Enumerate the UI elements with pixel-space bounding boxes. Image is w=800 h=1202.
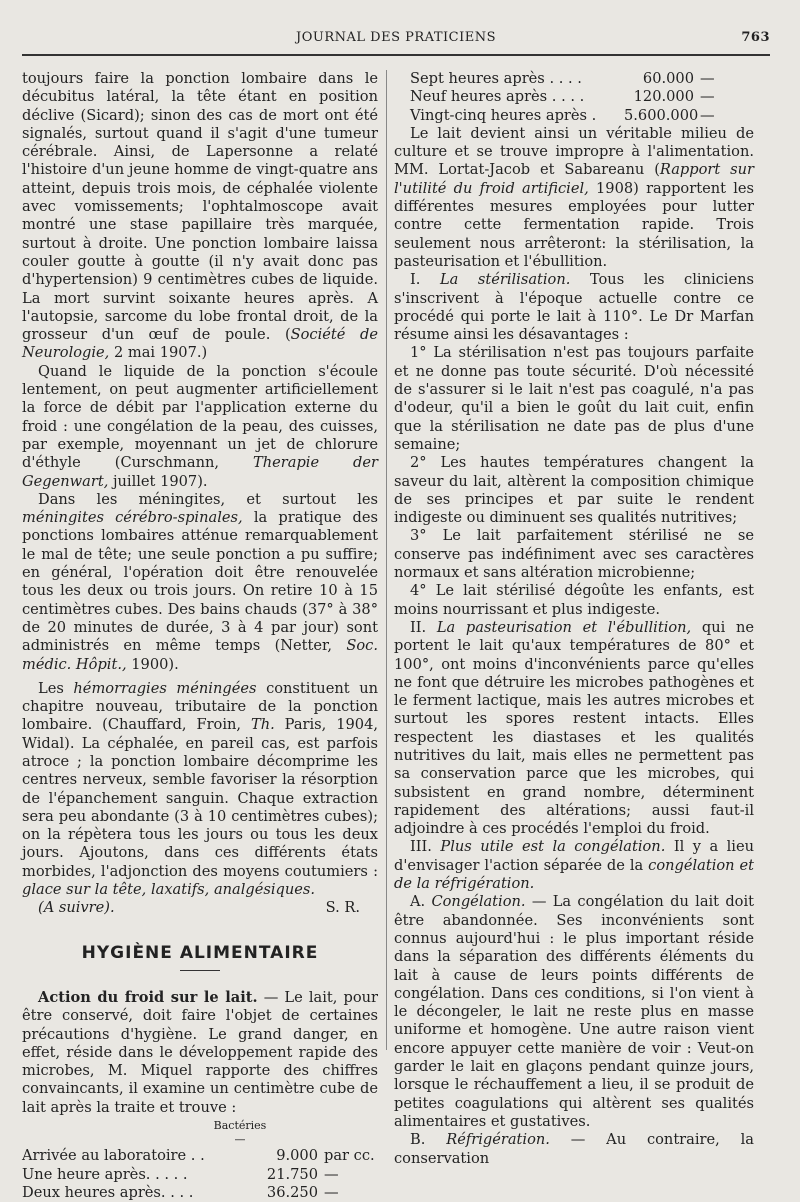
table-row: Neuf heures après . . . . 120.000 —: [410, 88, 715, 106]
article-signoff: [22, 899, 378, 917]
table-row: Arrivée au laboratoire . . 9.000 par cc.: [22, 1147, 375, 1165]
section-rule: [180, 970, 220, 971]
table-row: Deux heures après. . . . 36.250 —: [22, 1183, 339, 1201]
paragraph: A. Congélation. — La congélation du lait doit être abandonnée. Ses inconvénients sont connus aujourd'hui : le plus important réside dans la séparation des différents éléments du lait à cause de leurs points différents de congélation. Dans ces conditions, si l'on vient à le décongeler, le lait ne reste plus en masse uniforme et homogène. Une autre raison vient encore appuyer cette manière de voir : Veut-on garder le lait en glaçons pendant quinze jours, lorsque le réchauffement a lieu, il se produit de petites coagulations qui altèrent ses qualités alimentaires et gustatives.: [394, 893, 755, 1130]
bacteria-table: [22, 1147, 378, 1202]
paragraph: Action du froid sur le lait. — Le lait, pour être conservé, doit faire l'objet de certaines précautions d'hygiène. Le grand danger, en effet, réside dans le développement rapide des microbes, M. Miquel rapporte des chiffres convaincants, il examine un centimètre cube de lait après la traite et trouve :: [22, 988, 378, 1116]
section-heading: HYGIÈNE ALIMENTAIRE: [81, 942, 319, 963]
right-column: [394, 70, 754, 1168]
column-divider: [386, 70, 387, 1050]
table-row: Une heure après. . . . . 21.750 —: [22, 1165, 339, 1183]
to-be-continued: (A suivre).: [38, 899, 115, 917]
table-header-dash: —: [234, 1133, 246, 1147]
paragraph: Dans les méningites, et surtout les méningites cérébro-spinales, la pratique des ponctions lombaires atténue remarquablement le mal de tête; une seule ponction a pu suffire; en général, l'opération doit être renouvelée tous les deux ou trois jours. On retire 10 à 15 centimètres cubes. Des bains chauds (37° à 38° de 20 minutes de durée, 3 à 4 par jour) sont administrés en même temps (Netter, Soc. médic. Hôpit., 1900).: [22, 490, 378, 673]
left-column: [22, 70, 378, 1202]
paragraph: Les hémorragies méningées constituent un chapitre nouveau, tributaire de la ponction lombaire. (Chauffard, Froin, Th. Paris, 1904, Widal). La céphalée, en pareil cas, est parfois atroce ; la ponction lombaire décomprime les centres nerveux, semble favoriser la résorption de l'épanchement sanguin. Chaque extraction sera peu abondante (3 à 10 centimètres cubes); on la répètera tous les jours ou tous les deux jours. Ajoutons, dans ces différents états morbides, l'adjonction des moyens coutumiers : glace sur la tête, laxatifs, analgésiques.: [22, 679, 378, 899]
paragraph: 3° Le lait parfaitement stérilisé ne se conserve pas indéfiniment avec ses caractères normaux et sans altération microbienne;: [394, 527, 754, 582]
paragraph: III. Plus utile est la congélation. Il y a lieu d'envisager l'action séparée de la congélation et de la réfrigération.: [394, 838, 755, 893]
paragraph: 4° Le lait stérilisé dégoûte les enfants, est moins nourrissant et plus indigeste.: [394, 582, 754, 618]
table-header: Bactéries: [213, 1119, 267, 1133]
paragraph: Le lait devient ainsi un véritable milieu de culture et se trouve impropre à l'alimentation. MM. Lortat-Jacob et Sabareanu (Rapport sur l'utilité du froid artificiel, 1908) rapportent les différentes mesures employées pour lutter contre cette fermentation rapide. Trois seulement nous arrêteront: la stérilisation, la pasteurisation et l'ébullition.: [394, 124, 755, 270]
table-row: Vingt-cinq heures après . 5.600.000 —: [410, 106, 715, 124]
paragraph: 1° La stérilisation n'est pas toujours parfaite et ne donne pas toute sécurité. D'où nécessité de s'assurer si le lait n'est pas coagulé, n'a pas d'odeur, qu'il a bien le goût du lait cuit, enfin que la stérilisation ne date pas de plus d'une semaine;: [394, 344, 754, 453]
paragraph: 2° Les hautes températures changent la saveur du lait, altèrent la composition chimique de ses principes et par suite le rendent indigeste ou diminuent ses qualités nutritives;: [394, 454, 754, 527]
paragraph: II. La pasteurisation et l'ébullition, qui ne portent le lait qu'aux températures de 80° et 100°, ont moins d'inconvénients parce qu'elles ne font que détruire les microbes pathogènes et le ferment lactique, mais les autres microbes et surtout les spores restent intacts. Elles respectent les diastases et les qualités nutritives du lait, mais elles ne permettent pas sa conservation parce que les microbes, qui subsistent en grand nombre, déterminent rapidement des altérations; aussi faut-il adjoindre à ces procédés l'emploi du froid.: [394, 618, 754, 838]
paragraph: toujours faire la ponction lombaire dans le décubitus latéral, la tête étant en position déclive (Sicard); sinon des cas de mort ont été signalés, surtout quand il s'agit d'une tumeur cérébrale. Ainsi, de Lapersonne a relaté l'histoire d'un jeune homme de vingt-quatre ans atteint, depuis trois mois, de céphalée violente avec vomissements; l'ophtalmoscope avait montré une stase papillaire très marquée, surtout à droite. Une ponction lombaire laissa couler goutte à goutte (il n'y avait donc pas d'hypertension) 9 centimètres cubes de liquide. La mort survint soixante heures après. A l'autopsie, sarcome du lobe frontal droit, de la grosseur d'un œuf de poule. (Société de Neurologie, 2 mai 1907.): [22, 70, 378, 362]
paragraph: Quand le liquide de la ponction s'écoule lentement, on peut augmenter artificiellement la force de débit par l'application externe du froid : une congélation de la peau, des cuisses, par exemple, moyennant un jet de chlorure d'éthyle (Curschmann, Therapie der Gegenwart, juillet 1907).: [22, 362, 379, 490]
author-signature: S. R.: [325, 899, 360, 917]
page-header: [22, 28, 770, 56]
paragraph: B. Réfrigération. — Au contraire, la conservation: [394, 1131, 754, 1167]
table-row: Sept heures après . . . . 60.000 —: [410, 70, 715, 87]
journal-title: JOURNAL DES PRATICIENS: [296, 30, 496, 45]
paragraph: I. La stérilisation. Tous les cliniciens s'inscrivent à l'époque actuelle contre ce procédé qui porte le lait à 110°. Le Dr Marfan résume ainsi les désavantages :: [394, 271, 754, 344]
bacteria-table-continued: [394, 70, 754, 125]
page-number: 763: [741, 30, 770, 45]
